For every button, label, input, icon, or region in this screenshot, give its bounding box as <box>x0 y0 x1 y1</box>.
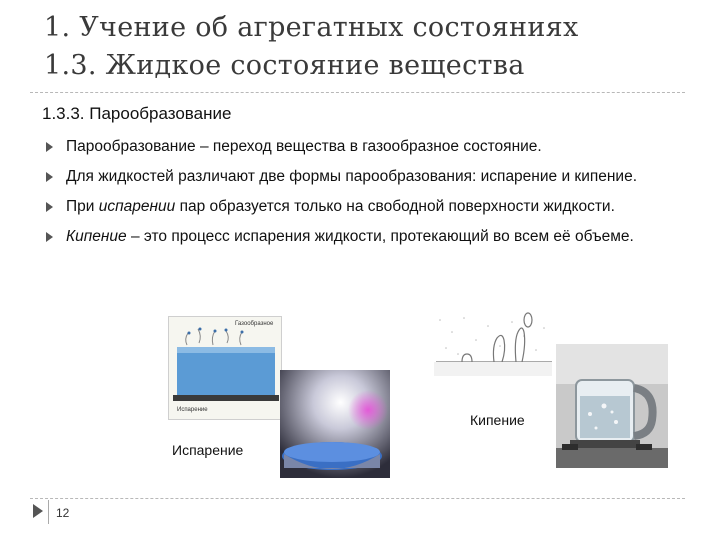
page-arrow-icon <box>33 504 43 518</box>
title-divider <box>30 92 685 93</box>
diagram-top-label: Газообразное <box>235 321 274 327</box>
evaporation-diagram-svg <box>169 317 282 420</box>
title-line-1: 1. Учение об агрегатных состояниях <box>44 12 579 43</box>
bullet-text-post: – это процесс испарения жидкости, протекающий во всем её объеме. <box>126 228 634 245</box>
bullet-text-pre: При <box>66 198 99 215</box>
bullet-emphasis: испарении <box>98 198 176 215</box>
title-line-2: 1.3. Жидкое состояние вещества <box>44 50 525 81</box>
footer-divider <box>30 498 685 499</box>
bullet-text: Для жидкостей различают две формы парообразования: испарение и кипение. <box>66 168 638 185</box>
evaporation-diagram <box>168 316 282 420</box>
diagram-bottom-label: Испарение <box>177 407 208 413</box>
slide-title <box>44 10 704 84</box>
bullet-text: Парообразование – переход вещества в газообразное состояние. <box>66 138 542 155</box>
boiling-photo <box>556 344 668 468</box>
bullet-list <box>44 136 684 256</box>
page-number-divider <box>48 500 49 524</box>
caption-evaporation: Испарение <box>172 442 244 458</box>
caption-boiling: Кипение <box>470 412 525 428</box>
bullet-arrow-icon <box>46 172 53 182</box>
bullet-text-post: пар образуется только на свободной поверхности жидкости. <box>175 198 615 215</box>
page-number: 12 <box>56 506 70 520</box>
bullet-item <box>44 136 684 157</box>
bullet-arrow-icon <box>46 142 53 152</box>
section-heading: 1.3.3. Парообразование <box>42 104 232 123</box>
bullet-item <box>44 166 684 187</box>
bullet-arrow-icon <box>46 202 53 212</box>
boiling-diagram <box>434 310 552 376</box>
bullet-item <box>44 196 684 217</box>
evaporation-photo <box>280 370 390 478</box>
bullet-arrow-icon <box>46 232 53 242</box>
bullet-emphasis: Кипение <box>66 228 127 245</box>
bullet-item <box>44 226 684 247</box>
